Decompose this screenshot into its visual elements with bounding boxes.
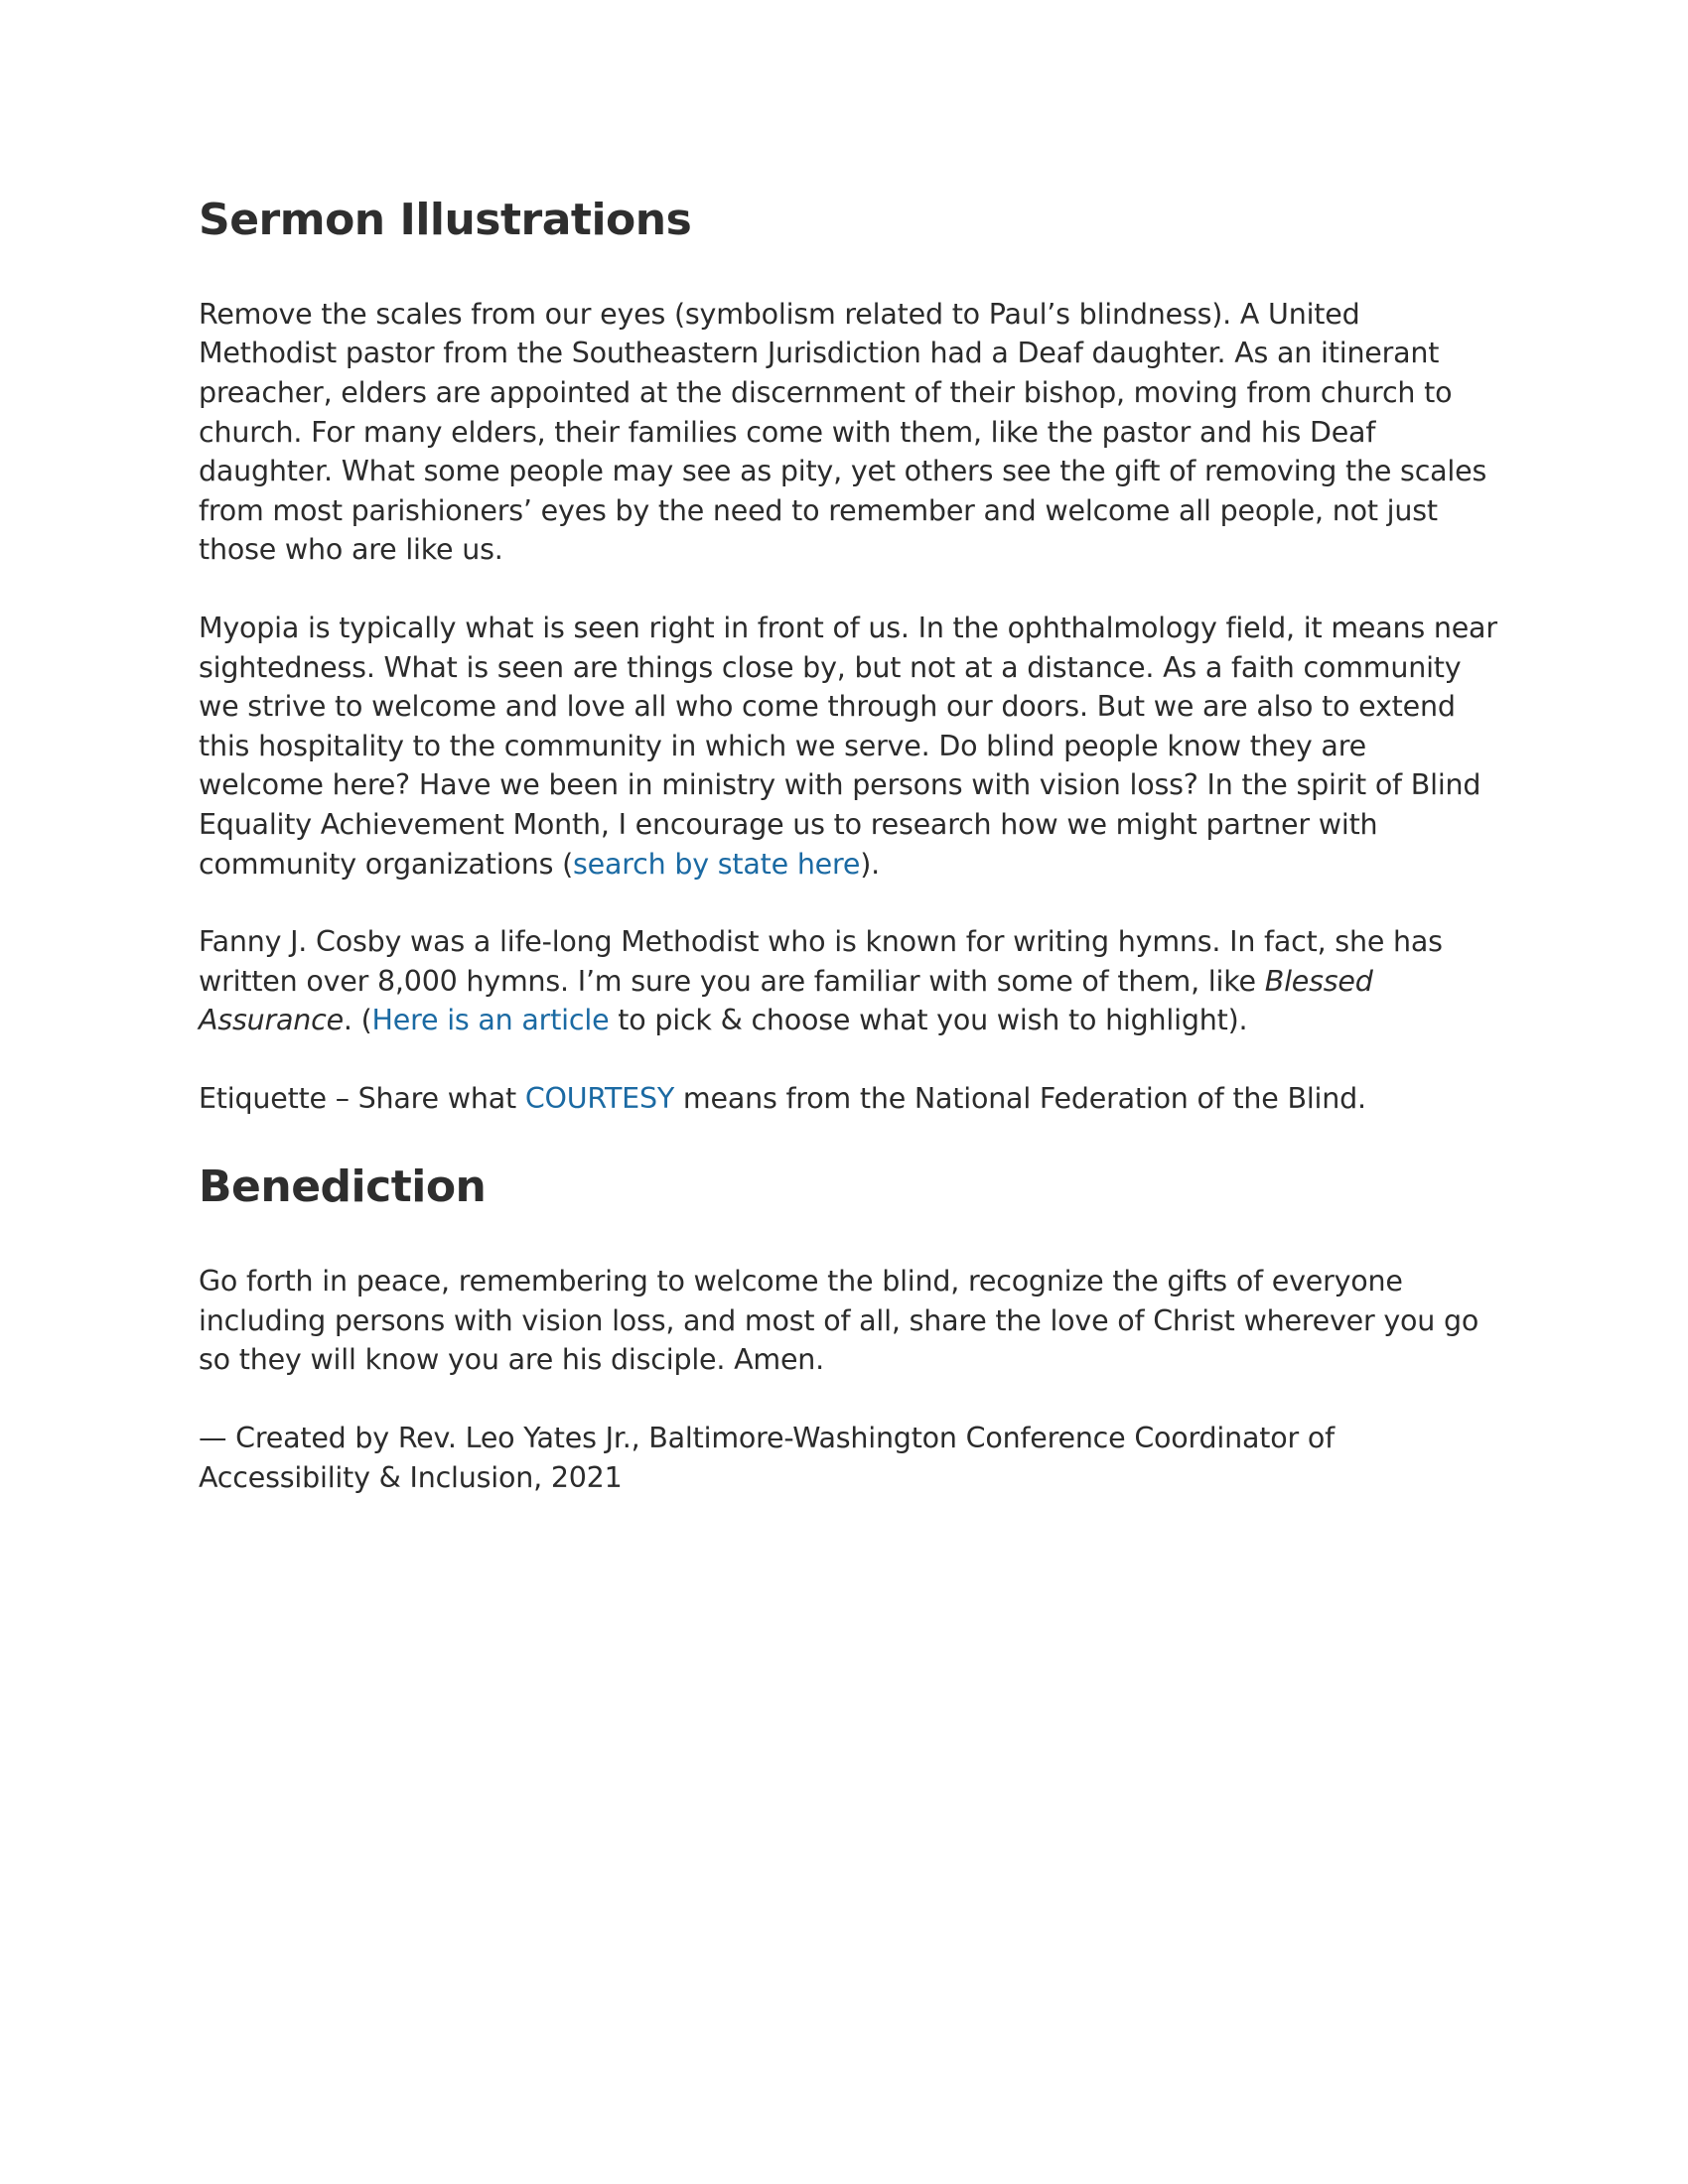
myopia-text: Myopia is typically what is seen right in front of us. In the ophthalmology field, it means near sightedness. What is seen are things close by, but not at a distance. As a faith community we strive to welcome and love all who come through our doors. But we are also to extend this hospitality to the community in which we serve. Do blind people know they are welcome here? Have we been in ministry with persons with vision loss? In the spirit of Blind Equality Achievement Month, I encourage us to research how we might partner with community organizations ( <box>199 611 1497 881</box>
sermon-paragraph-myopia <box>199 609 1499 884</box>
benediction-paragraph: Go forth in peace, remembering to welcome the blind, recognize the gifts of everyone including persons with vision loss, and most of all, share the love of Christ wherever you go so they will know you are his disciple. Amen. <box>199 1265 1479 1377</box>
cosby-text-end: to pick & choose what you wish to highlight). <box>609 1004 1248 1037</box>
author-credit: — Created by Rev. Leo Yates Jr., Baltimore-Washington Conference Coordinator of Accessibility & Inclusion, 2021 <box>199 1422 1335 1494</box>
courtesy-link[interactable]: COURTESY <box>524 1081 675 1115</box>
etiquette-text-end: means from the National Federation of the Blind. <box>674 1081 1366 1115</box>
sermon-paragraph-etiquette <box>199 1079 1499 1119</box>
benediction-heading: Benediction <box>199 1161 487 1213</box>
cosby-text: Fanny J. Cosby was a life-long Methodist who is known for writing hymns. In fact, she has written over 8,000 hymns. I’m sure you are familiar with some of them, like <box>199 925 1443 998</box>
sermon-paragraph-cosby <box>199 922 1499 1040</box>
sermon-illustrations-heading: Sermon Illustrations <box>199 195 692 245</box>
article-link[interactable]: Here is an article <box>371 1004 610 1037</box>
search-by-state-link[interactable]: search by state here <box>573 847 861 881</box>
cosby-text-mid: . ( <box>343 1004 372 1037</box>
etiquette-text: Etiquette – Share what <box>199 1081 525 1115</box>
myopia-text-end: ). <box>860 847 881 881</box>
document-page <box>199 195 1499 1497</box>
sermon-paragraph-scales: Remove the scales from our eyes (symbolism related to Paul’s blindness). A United Methodist pastor from the Southeastern Jurisdiction had a Deaf daughter. As an itinerant preacher, elders are appointed at the discernment of their bishop, moving from church to church. For many elders, their families come with them, like the pastor and his Deaf daughter. What some people may see as pity, yet others see the gift of removing the scales from most parishioners’ eyes by the need to remember and welcome all people, not just those who are like us. <box>199 297 1487 567</box>
hymn-title: Blessed Assurance <box>199 964 1373 1037</box>
